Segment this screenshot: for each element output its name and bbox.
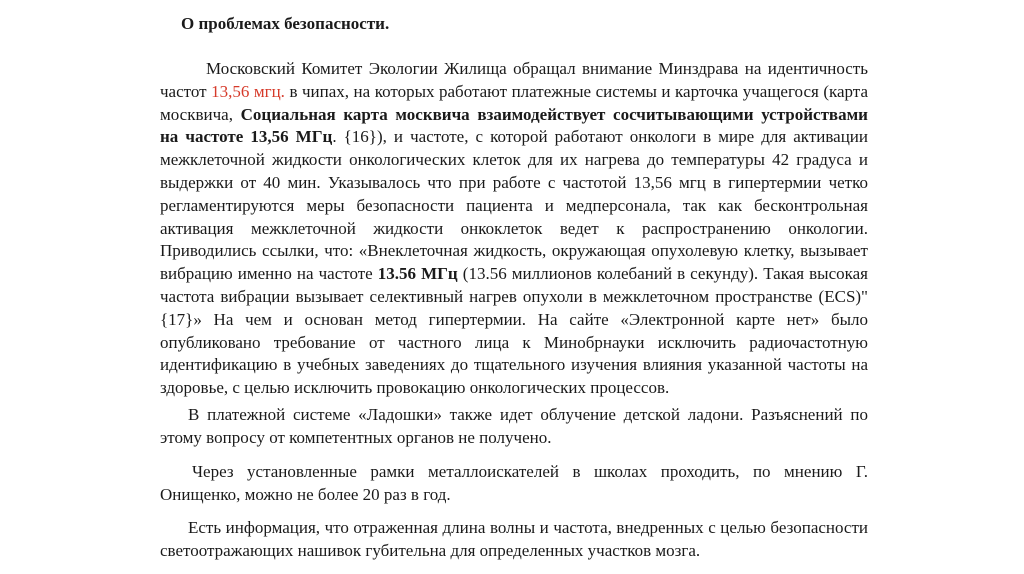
frequency-highlight: 13,56 мгц. bbox=[211, 81, 285, 101]
frequency-bold: 13.56 МГц bbox=[377, 264, 458, 284]
paragraph-metal-detectors: Через установленные рамки металлоискателей в школах проходить, по мнению Г. Онищенко, можно не более 20 раз в год. bbox=[160, 462, 868, 504]
p1-text-2: в чипах, на которых работают платежные системы и карточка учащегося (карта москвича, bbox=[160, 81, 868, 124]
p1-text-3: . {16}), и частоте, с которой работают онкологи в мире для активации межклеточной жидкости онкологических клеток для их нагрева до температуры 42 градуса и выдержки от 40 мин. Указывалось что при работе с частотой 13,56 мгц в гипертермии четко регламентируются меры безопасности пациента и медперсонала, так как бесконтрольная активация межклеточной жидкости онкоклеток ведет к распространению онкологии. Приводились ссылки, что: «Внеклеточная жидкость, окружающая опухолевую клетку, вызывает вибрацию именно на частоте bbox=[160, 127, 868, 284]
document-heading: О проблемах безопасности. bbox=[181, 14, 390, 33]
paragraph-ladoshki: В платежной системе «Ладошки» также идет облучение детской ладони. Разъяснений по этому вопросу от компетентных органов не получено. bbox=[160, 405, 868, 447]
paragraph-reflective-patches: Есть информация, что отраженная длина волны и частота, внедренных с целью безопасности светоотражающих нашивок губительна для определенных участков мозга. bbox=[160, 518, 868, 560]
paragraph-frequency-identity bbox=[160, 58, 868, 400]
p1-text-1: Московский Комитет Экологии Жилища обращал внимание Минздрава на идентичность частот bbox=[160, 59, 868, 101]
p1-text-4: (13.56 миллионов колебаний в секунду). Такая высокая частота вибрации вызывает селективный нагрев опухоли в межклеточном пространстве (ECS)"{17}» На чем и основан метод гипертермии. На сайте «Электронной карте нет» было опубликовано требование от частного лица к Минобрнауки исключить радиочастотную идентификацию в учебных заведениях до тщательного изучения влияния указанной частоты на здоровье, с целью исключить провокацию онкологических процессов. bbox=[160, 264, 868, 398]
social-card-bold: Социальная карта москвича взаимодействует сосчитывающими устройствами на частоте 13,56 МГц bbox=[160, 104, 868, 147]
